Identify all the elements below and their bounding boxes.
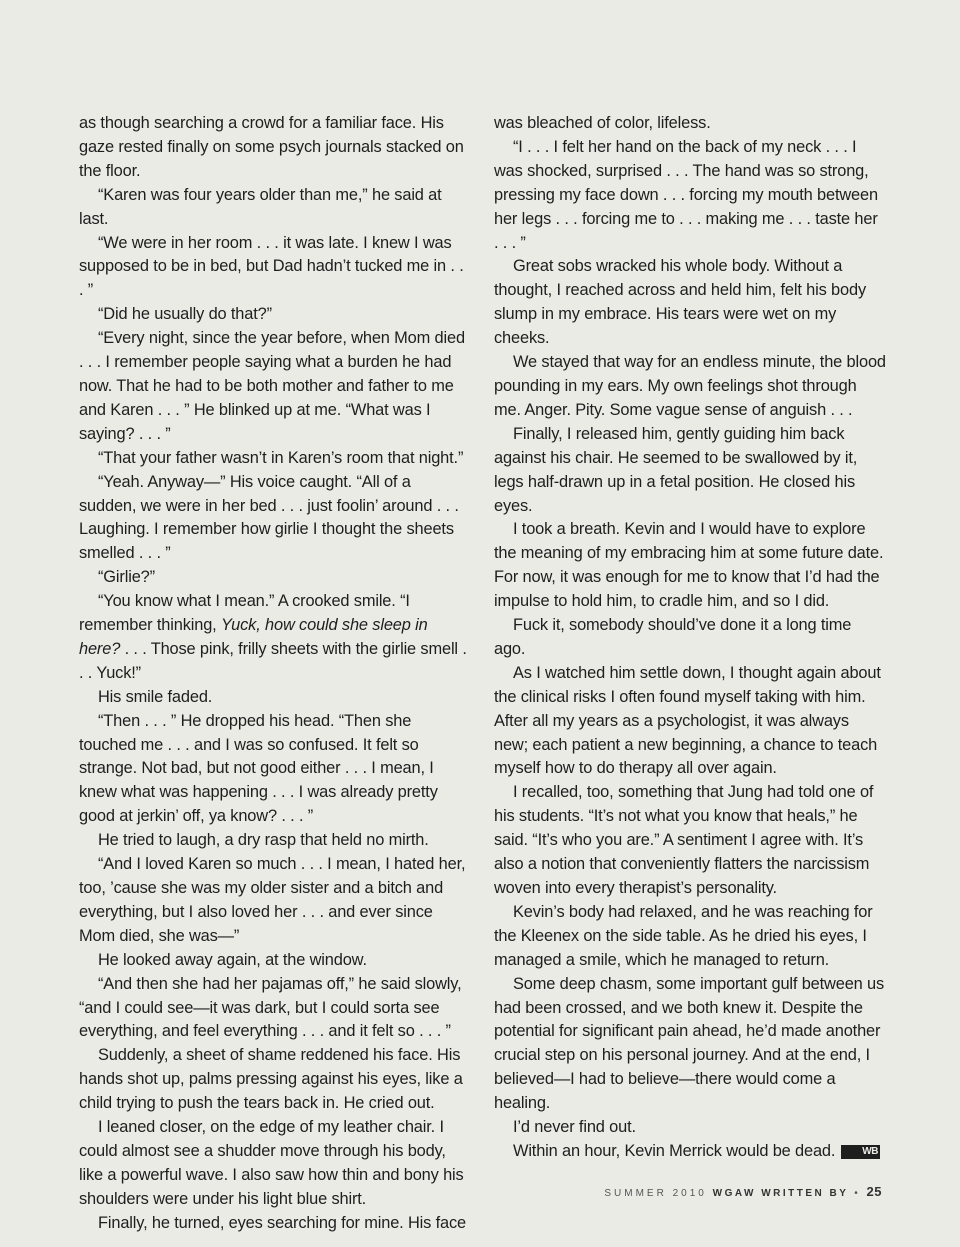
paragraph <box>494 1116 886 1140</box>
paragraph <box>79 710 471 830</box>
paragraph-text: Fuck it, somebody should’ve done it a long time ago. <box>494 616 852 658</box>
paragraph-text: “Did he usually do that?” <box>98 305 272 324</box>
paragraph-text: As I watched him settle down, I thought again about the clinical risks I often found myself taking with him. After all my years as a psychologist, it was always new; each patient a new beginning, a chance to teach myself how to do therapy all over again. <box>494 663 881 778</box>
paragraph <box>494 518 886 614</box>
paragraph-text: Within an hour, Kevin Merrick would be dead. <box>513 1141 836 1160</box>
paragraph <box>79 184 471 232</box>
paragraph-text: Finally, I released him, gently guiding him back against his chair. He seemed to be swallowed by it, legs half-drawn up in a fetal position. He closed his eyes. <box>494 424 858 515</box>
paragraph <box>79 232 471 304</box>
paragraph <box>79 566 471 590</box>
paragraph <box>494 901 886 973</box>
footer-bullet: • <box>854 1188 861 1199</box>
paragraph-text: “And then she had her pajamas off,” he said slowly, “and I could see—it was dark, but I could sorta see everything, and feel everything . . . and it felt so . . . ” <box>79 974 462 1041</box>
paragraph-text: “Karen was four years older than me,” he said at last. <box>79 185 442 228</box>
paragraph <box>79 1116 471 1212</box>
paragraph-text: We stayed that way for an endless minute, the blood pounding in my ears. My own feelings shot through me. Anger. Pity. Some vague sense of anguish . . . <box>494 353 886 419</box>
paragraph <box>79 471 471 567</box>
paragraph-text: “That your father wasn’t in Karen’s room that night.” <box>98 448 464 467</box>
paragraph-text: “Every night, since the year before, when Mom died . . . I remember people saying what a burden he had now. That he had to be both mother and father to me and Karen . . . ” He blinked up at me. “What was I saying? . . . ” <box>79 329 465 443</box>
paragraph-text: Finally, he turned, eyes searching for mine. His face <box>98 1213 466 1232</box>
paragraph <box>494 614 886 662</box>
paragraph <box>494 255 886 351</box>
paragraph-text: was bleached of color, lifeless. <box>494 114 711 132</box>
right-text-column <box>494 112 886 1164</box>
paragraph-text: “I . . . I felt her hand on the back of my neck . . . I was shocked, surprised . . . The hand was so strong, pressing my face down . . . forcing my mouth between her legs . . . forcing me to . . . making me . . . taste her . . . ” <box>494 137 878 252</box>
paragraph-text: as though searching a crowd for a familiar face. His gaze rested finally on some psych journals stacked on the floor. <box>79 114 464 180</box>
paragraph-text: Some deep chasm, some important gulf between us had been crossed, and we both knew it. Despite the potential for significant pain ahead, he’d made another crucial step on his personal journey. And at the end, I believed—I had to believe—there would come a healing. <box>494 974 885 1113</box>
paragraph-text: He looked away again, at the window. <box>98 950 367 969</box>
page-footer <box>604 1184 882 1199</box>
page-number: 25 <box>866 1184 882 1199</box>
paragraph-text: Great sobs wracked his whole body. Without a thought, I reached across and held him, felt his body slump in my embrace. His tears were wet on my cheeks. <box>494 257 866 348</box>
paragraph <box>494 112 886 136</box>
paragraph <box>79 973 471 1045</box>
magazine-name: WGAW WRITTEN BY <box>712 1188 849 1199</box>
paragraph <box>79 686 471 710</box>
paragraph <box>494 1140 886 1164</box>
left-text-column <box>79 112 471 1236</box>
paragraph-text: He tried to laugh, a dry rasp that held no mirth. <box>98 831 429 850</box>
paragraph-text: “Then . . . ” He dropped his head. “Then she touched me . . . and I was so confused. It felt so strange. Not bad, but not good either . . . I mean, I knew what was happening . . . I was already pretty good at jerkin’ off, ya know? . . . ” <box>79 711 438 826</box>
paragraph-text: . . . Those pink, frilly sheets with the girlie smell . . . Yuck!” <box>79 639 467 682</box>
paragraph <box>494 662 886 782</box>
paragraph <box>494 781 886 901</box>
paragraph-text: Kevin’s body had relaxed, and he was reaching for the Kleenex on the side table. As he dried his eyes, I managed a smile, which he managed to return. <box>494 902 873 969</box>
paragraph <box>79 853 471 949</box>
paragraph <box>79 447 471 471</box>
paragraph <box>79 303 471 327</box>
end-of-article-mark: WB <box>841 1145 880 1159</box>
paragraph <box>494 136 886 256</box>
paragraph <box>494 423 886 519</box>
issue-date: SUMMER 2010 <box>604 1188 707 1199</box>
paragraph <box>79 112 471 184</box>
paragraph-text: His smile faded. <box>98 687 213 706</box>
paragraph-text: “You know what I mean.” A crooked smile. “I remember thinking, <box>79 592 410 635</box>
paragraph <box>494 973 886 1116</box>
paragraph-text: “Girlie?” <box>98 568 155 587</box>
paragraph-text: “And I loved Karen so much . . . I mean, I hated her, too, ’cause she was my older sister and a bitch and everything, but I also loved her . . . and ever since Mom died, she was—” <box>79 855 466 945</box>
paragraph-text: I leaned closer, on the edge of my leather chair. I could almost see a shudder move through his body, like a powerful wave. I also saw how thin and bony his shoulders were under his light blue shirt. <box>79 1118 464 1208</box>
paragraph <box>79 829 471 853</box>
paragraph <box>79 1212 471 1236</box>
paragraph-text: I recalled, too, something that Jung had told one of his students. “It’s not what you know that heals,” he said. “It’s who you are.” A sentiment I agree with. It’s also a notion that conveniently flatters the narcissism woven into every therapist’s personality. <box>494 783 874 897</box>
paragraph <box>79 590 471 686</box>
paragraph-text: I took a breath. Kevin and I would have to explore the meaning of my embracing him at some future date. For now, it was enough for me to know that I’d had the impulse to hold him, to cradle him, and so I did. <box>494 520 884 611</box>
italic-thought: Yuck, how could she sleep in here? <box>79 616 428 658</box>
paragraph-text: Suddenly, a sheet of shame reddened his face. His hands shot up, palms pressing against his eyes, like a child trying to push the tears back in. He cried out. <box>79 1046 463 1113</box>
paragraph <box>79 327 471 447</box>
paragraph-text: I’d never find out. <box>513 1118 636 1137</box>
paragraph <box>79 1044 471 1116</box>
paragraph <box>79 949 471 973</box>
paragraph-text: “We were in her room . . . it was late. I knew I was supposed to be in bed, but Dad hadn’t tucked me in . . . ” <box>79 233 464 300</box>
paragraph-text: “Yeah. Anyway—” His voice caught. “All of a sudden, we were in her bed . . . just foolin’ around . . . Laughing. I remember how girlie I thought the sheets smelled . . . ” <box>79 472 459 563</box>
paragraph <box>494 351 886 423</box>
